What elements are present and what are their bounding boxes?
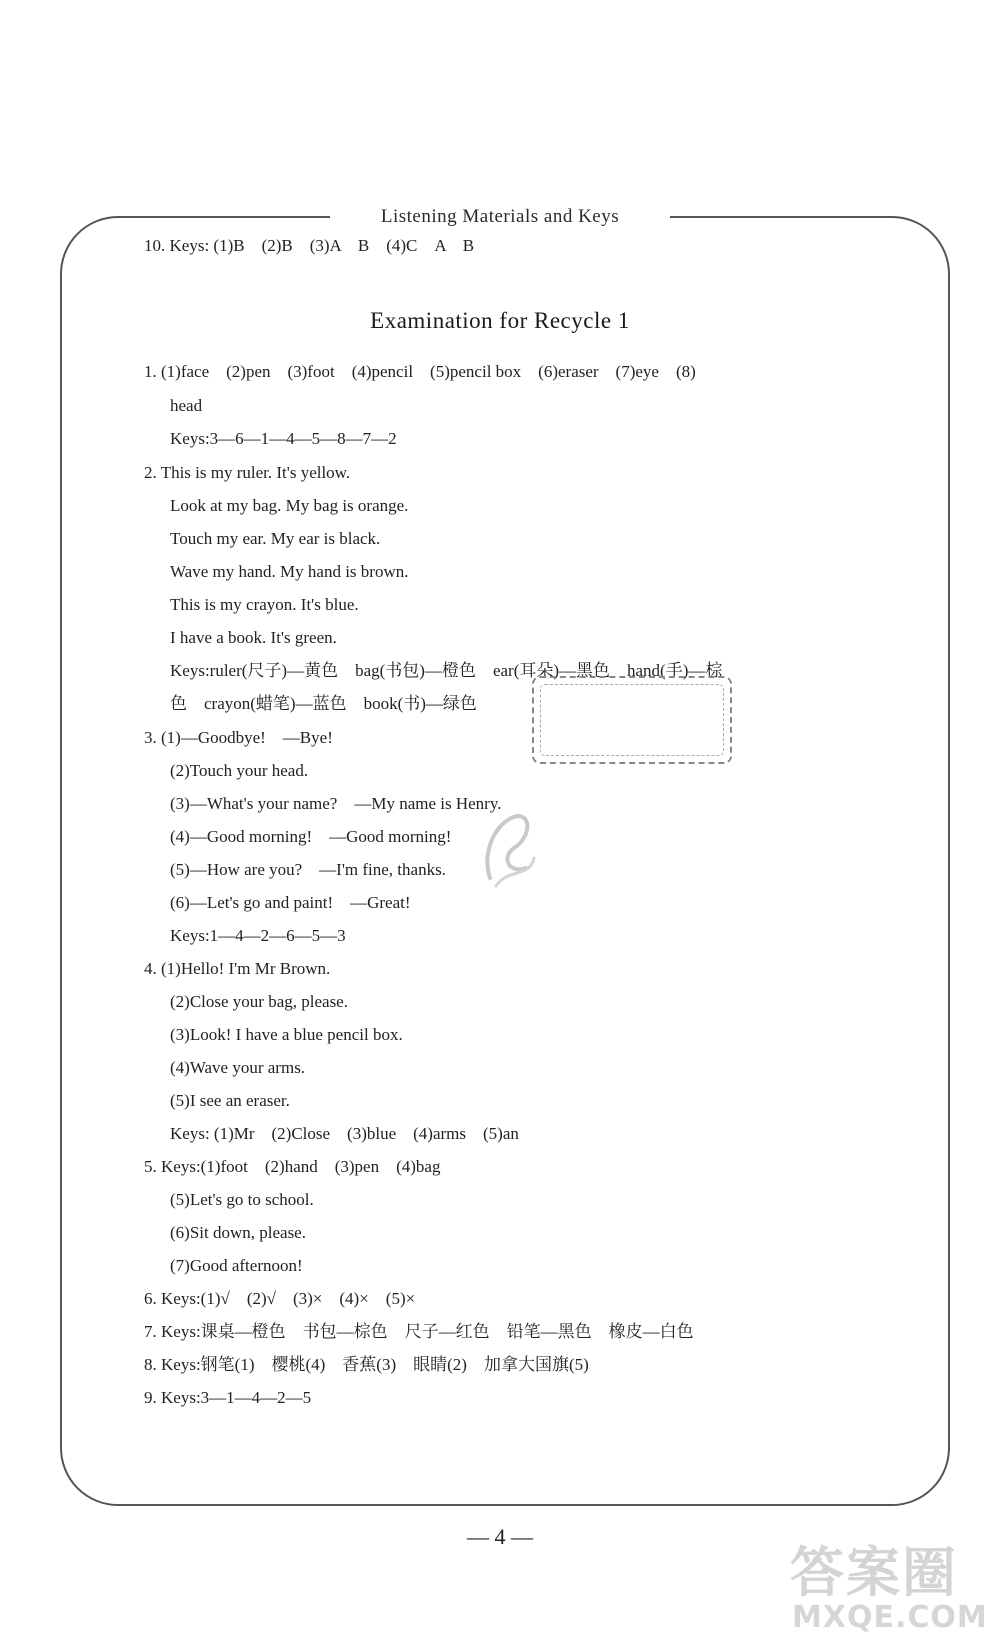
text-line: Touch my ear. My ear is black. — [170, 529, 381, 548]
text-line: (4)—Good morning! —Good morning! — [170, 827, 452, 846]
text-line: (3)Look! I have a blue pencil box. — [170, 1025, 403, 1044]
ribbon-watermark-icon — [470, 808, 540, 898]
text-line: (3)—What's your name? —My name is Henry. — [170, 794, 502, 813]
text-line: Keys:3—6—1—4—5—8—7—2 — [170, 429, 397, 448]
text-line: This is my crayon. It's blue. — [170, 595, 359, 614]
text-line: 10. Keys: (1)B (2)B (3)A B (4)C A B — [144, 236, 475, 255]
watermark-logo-en: MXQE.COM — [792, 1600, 988, 1635]
text-line: Keys: (1)Mr (2)Close (3)blue (4)arms (5)an — [170, 1124, 519, 1143]
text-line: 4. (1)Hello! I'm Mr Brown. — [144, 959, 331, 978]
text-line: I have a book. It's green. — [170, 628, 337, 647]
text-line: (2)Close your bag, please. — [170, 992, 348, 1011]
text-line: 2. This is my ruler. It's yellow. — [144, 463, 351, 482]
running-head: Listening Materials and Keys — [380, 206, 620, 227]
text-line: Look at my bag. My bag is orange. — [170, 496, 409, 515]
text-line: 8. Keys:钢笔(1) 樱桃(4) 香蕉(3) 眼睛(2) 加拿大国旗(5) — [144, 1355, 589, 1374]
text-line: 色 crayon(蜡笔)—蓝色 book(书)—绿色 — [170, 694, 477, 713]
page-title: Examination for Recycle 1 — [370, 308, 630, 333]
text-line: (6)Sit down, please. — [170, 1223, 306, 1242]
text-line: (7)Good afternoon! — [170, 1256, 303, 1275]
text-line: 3. (1)—Goodbye! —Bye! — [144, 728, 333, 747]
text-line: (5)—How are you? —I'm fine, thanks. — [170, 860, 446, 879]
text-line: Wave my hand. My hand is brown. — [170, 562, 409, 581]
text-line: (6)—Let's go and paint! —Great! — [170, 893, 411, 912]
text-line: (2)Touch your head. — [170, 761, 309, 780]
text-line: head — [170, 396, 203, 415]
watermark-logo — [790, 1530, 990, 1638]
text-line: 9. Keys:3—1—4—2—5 — [144, 1388, 312, 1407]
text-line: (4)Wave your arms. — [170, 1058, 306, 1077]
text-line: 5. Keys:(1)foot (2)hand (3)pen (4)bag — [144, 1157, 441, 1176]
watermark-logo-cn: 答案圈 — [790, 1541, 958, 1604]
page-number: — 4 — — [467, 1524, 533, 1549]
text-line: (5)I see an eraser. — [170, 1091, 290, 1110]
text-line: Keys:1—4—2—6—5—3 — [170, 926, 346, 945]
text-line: 6. Keys:(1)√ (2)√ (3)× (4)× (5)× — [144, 1289, 416, 1308]
text-line: Keys:ruler(尺子)—黄色 bag(书包)—橙色 ear(耳朵)—黑色 hand(手)—棕 — [170, 661, 723, 680]
stamp-inner-box — [540, 684, 724, 756]
text-line: 1. (1)face (2)pen (3)foot (4)pencil (5)pencil box (6)eraser (7)eye (8) — [144, 362, 696, 381]
text-line: (5)Let's go to school. — [170, 1190, 314, 1209]
text-line: 7. Keys:课桌—橙色 书包—棕色 尺子—红色 铅笔—黑色 橡皮—白色 — [144, 1322, 694, 1341]
